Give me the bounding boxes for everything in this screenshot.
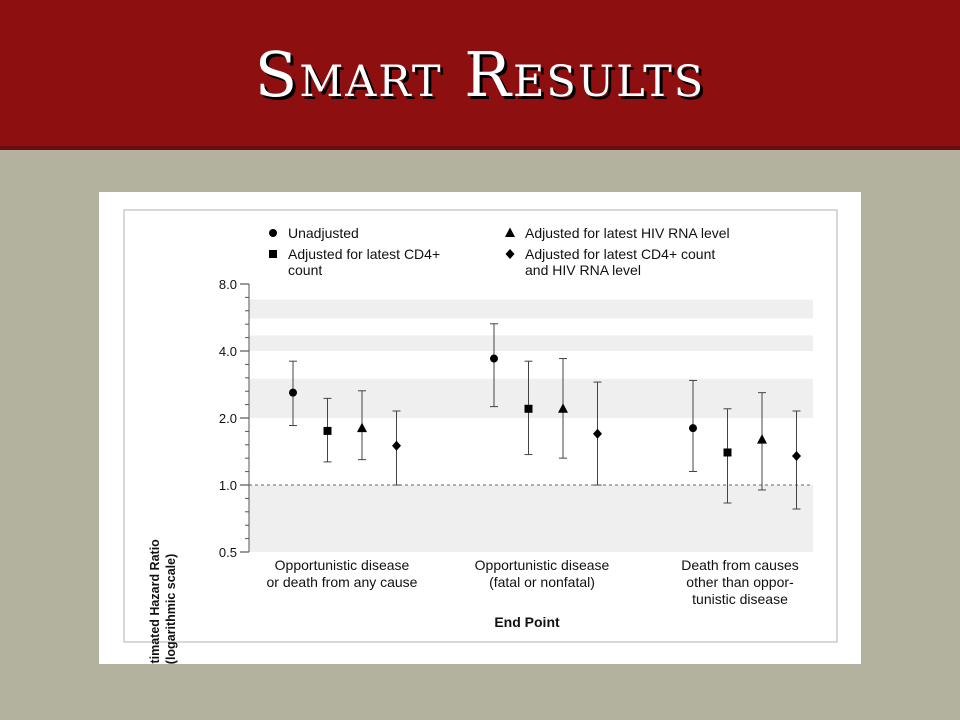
x-category-label: Death from causes — [681, 557, 799, 573]
y-tick-label: 8.0 — [218, 277, 237, 292]
y-axis-label: Estimated Hazard Ratio — [148, 539, 162, 664]
y-axis-label-scale: (logarithmic scale) — [164, 553, 178, 664]
legend-label: Adjusted for latest CD4+ count — [525, 246, 716, 262]
legend-label: Adjusted for latest CD4+ — [288, 246, 441, 262]
marker-square — [324, 427, 332, 435]
marker-square — [269, 250, 277, 258]
y-tick-label: 1.0 — [218, 478, 237, 493]
marker-triangle — [357, 423, 367, 433]
marker-diamond — [506, 249, 515, 259]
marker-circle — [269, 229, 277, 237]
slide-title: Smart Results — [254, 38, 706, 111]
figure-card — [99, 192, 861, 664]
legend-label: and HIV RNA level — [525, 262, 641, 278]
x-category-label: or death from any cause — [266, 574, 418, 590]
shaded-band — [249, 485, 813, 552]
marker-square — [525, 405, 533, 413]
y-tick-label: 2.0 — [218, 411, 237, 426]
marker-square — [724, 448, 732, 456]
y-tick-label: 0.5 — [218, 545, 237, 560]
hazard-ratio-chart — [99, 192, 861, 664]
legend-label: Unadjusted — [288, 225, 359, 241]
x-axis-label: End Point — [494, 614, 560, 630]
y-tick-label: 4.0 — [218, 344, 237, 359]
marker-triangle — [505, 228, 515, 238]
legend-label: Adjusted for latest HIV RNA level — [525, 225, 730, 241]
marker-circle — [289, 389, 297, 397]
marker-diamond — [593, 429, 602, 439]
x-category-label: Opportunistic disease — [474, 557, 610, 573]
x-category-label: (fatal or nonfatal) — [489, 574, 595, 590]
title-bar — [0, 0, 960, 150]
shaded-band — [249, 300, 813, 319]
marker-diamond — [392, 441, 401, 451]
x-category-label: other than oppor- — [686, 574, 794, 590]
marker-diamond — [792, 451, 801, 461]
shaded-band — [249, 335, 813, 351]
marker-triangle — [757, 434, 767, 444]
marker-circle — [490, 355, 498, 363]
marker-circle — [689, 424, 697, 432]
legend-label: count — [288, 262, 323, 278]
x-category-label: Opportunistic disease — [274, 557, 410, 573]
x-category-label: tunistic disease — [692, 591, 788, 607]
